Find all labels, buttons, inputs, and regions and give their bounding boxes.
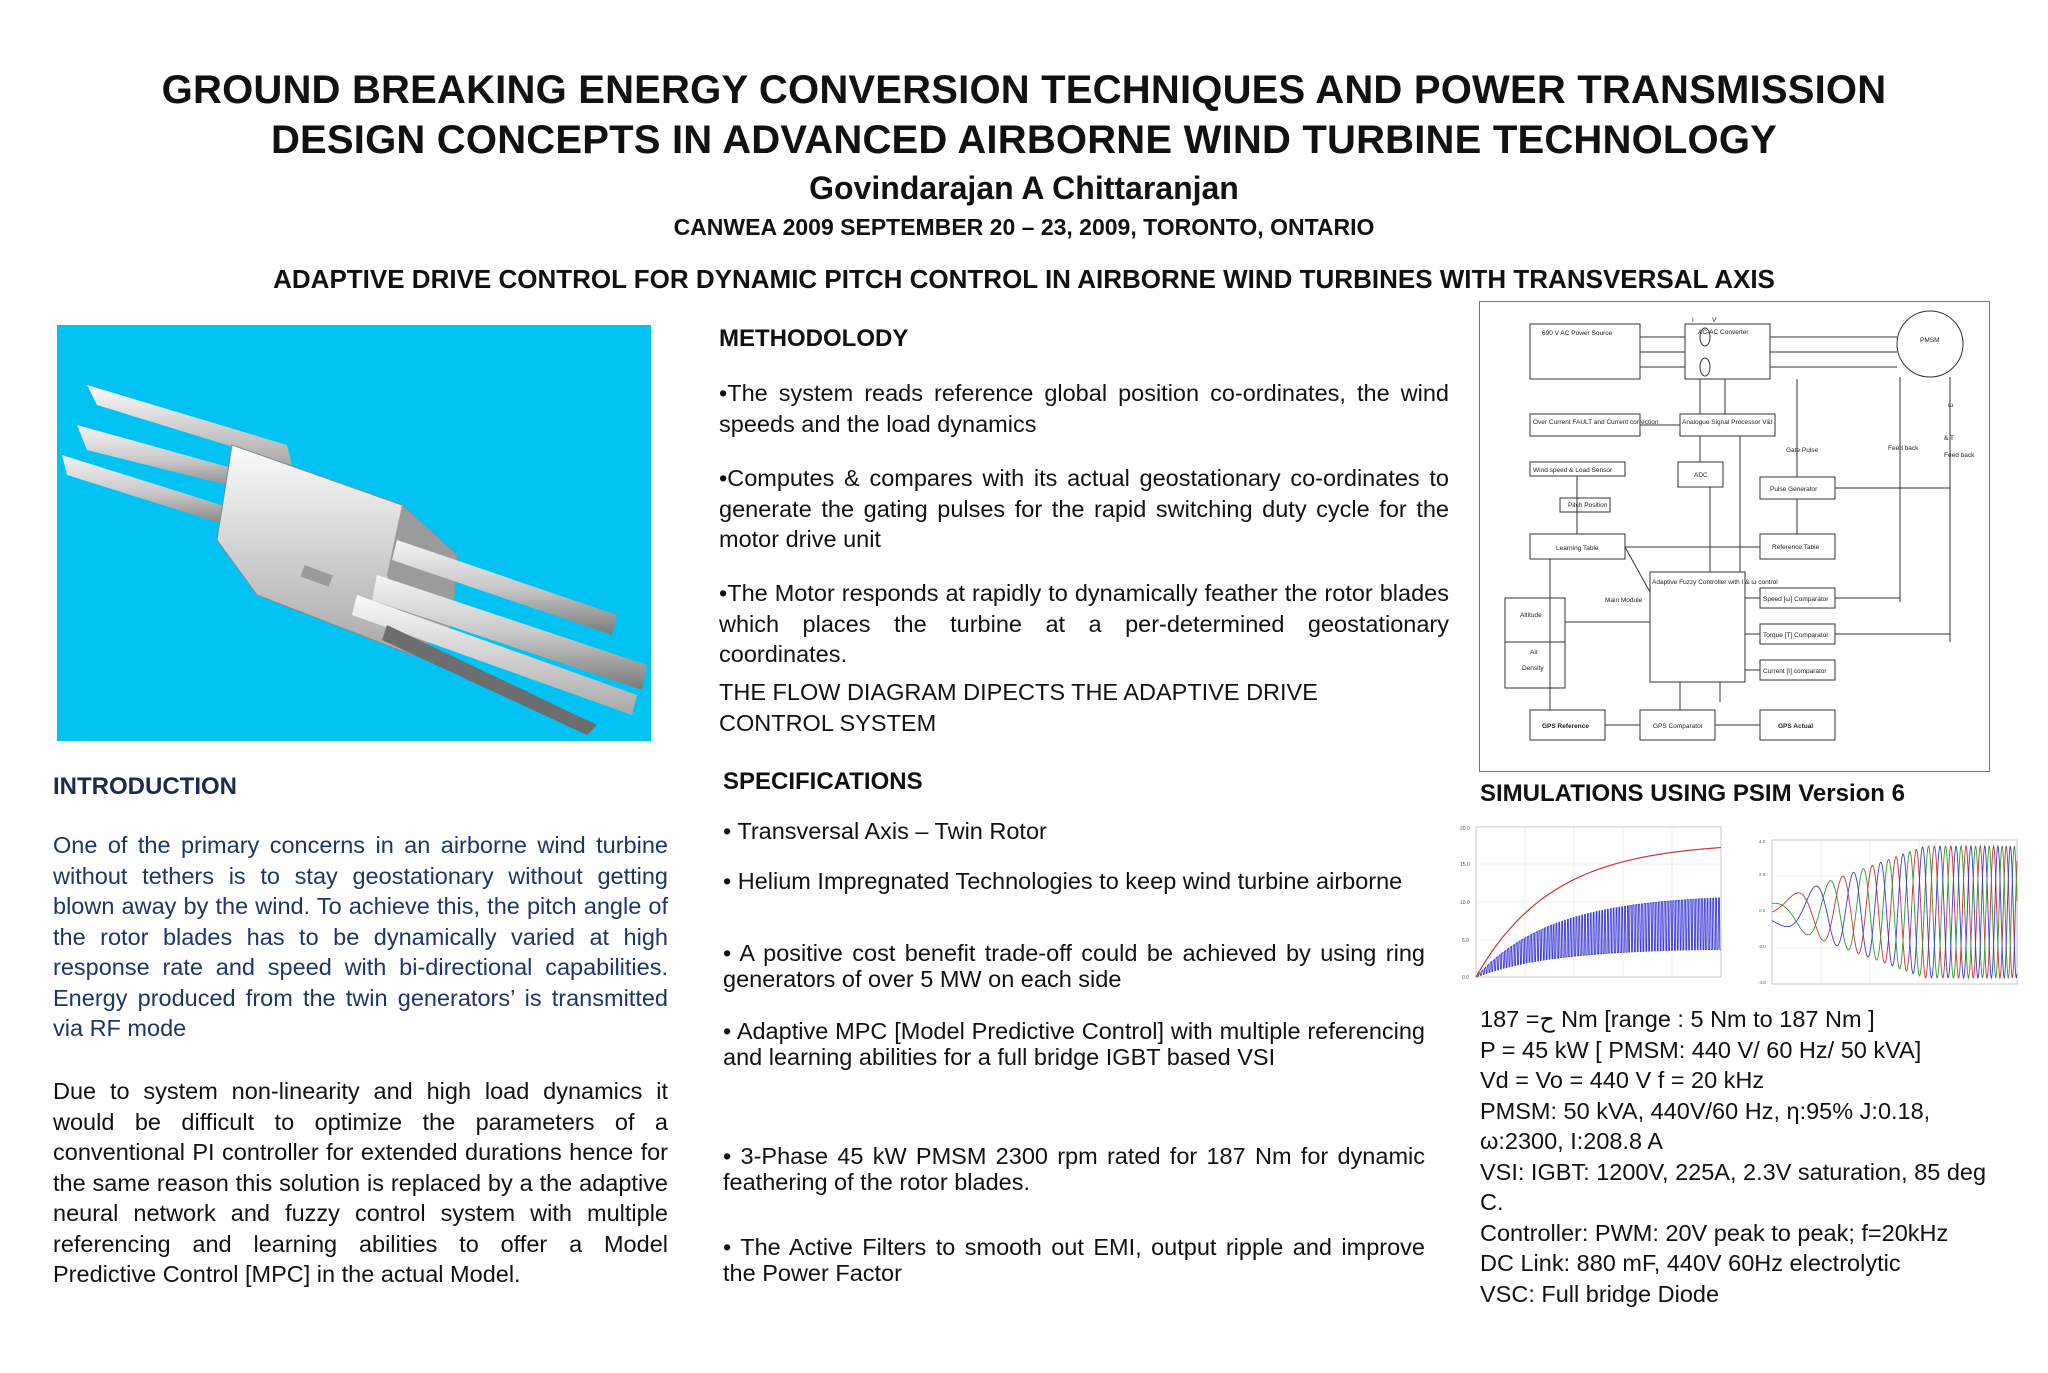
result-line: VSC: Full bridge Diode bbox=[1480, 1280, 1720, 1307]
diagram-label: Pitch Position bbox=[1568, 502, 1608, 509]
methodology-paragraph-3: •The Motor responds at rapidly to dynamically feather the rotor blades which places the turbine at a per-determined geostationary coordinates. bbox=[719, 580, 1449, 667]
simulation-plot-1-svg bbox=[1458, 822, 1728, 992]
poster-title-line-2: DESIGN CONCEPTS IN ADVANCED AIRBORNE WIND TURBINE TECHNOLOGY bbox=[270, 118, 1778, 162]
diagram-label: I bbox=[1692, 317, 1694, 324]
diagram-label: 690 V AC Power Source bbox=[1542, 330, 1613, 337]
sim1-ytick: 20.0 bbox=[1460, 826, 1470, 832]
sim1-ytick: 5.0 bbox=[1462, 938, 1469, 944]
diagram-label: GPS Reference bbox=[1542, 723, 1589, 730]
diagram-label: PMSM bbox=[1920, 337, 1940, 344]
diagram-label: Pulse Generator bbox=[1770, 486, 1818, 493]
diagram-label: Feed back bbox=[1944, 452, 1975, 459]
poster-title-line-1: GROUND BREAKING ENERGY CONVERSION TECHNIQUES AND POWER TRANSMISSION bbox=[161, 68, 1887, 112]
diagram-label: & T bbox=[1944, 435, 1954, 442]
diagram-label: V bbox=[1712, 317, 1717, 324]
diagram-label: Current [I] comparator bbox=[1763, 668, 1827, 675]
introduction-paragraph-1: One of the primary concerns in an airborne wind turbine without tethers is to stay geostationary without getting blown away by the wind. To achieve this, the pitch angle of the rotor blades has to be dynamically varied at high response rate and speed with bi-directional capabilities. Energy produced from the twin generators’ is transmitted via RF mode bbox=[53, 832, 668, 1041]
simulations-heading: SIMULATIONS USING PSIM Version 6 bbox=[1480, 780, 1905, 807]
methodology-flow-caption: THE FLOW DIAGRAM DIPECTS THE ADAPTIVE DRIVE CONTROL SYSTEM bbox=[719, 679, 1318, 736]
result-line: Vd = Vo = 440 V f = 20 kHz bbox=[1480, 1067, 1765, 1093]
diagram-label: Adaptive Fuzzy Controller with I & ω control bbox=[1652, 579, 1778, 586]
diagram-label: GPS Comparator bbox=[1653, 723, 1703, 730]
flow-diagram bbox=[1479, 301, 1990, 772]
methodology-heading: METHODOLODY bbox=[719, 325, 909, 352]
diagram-label: GPS Actual bbox=[1778, 723, 1814, 730]
sim2-ytick: 2.0 bbox=[1759, 872, 1766, 877]
flow-diagram-svg bbox=[1480, 302, 1989, 771]
sim1-ytick: 10.0 bbox=[1460, 900, 1470, 906]
turbine-render-image bbox=[57, 325, 651, 741]
spec-item: • 3-Phase 45 kW PMSM 2300 rpm rated for 187 Nm for dynamic feathering of the rotor blades. bbox=[723, 1143, 1425, 1195]
simulation-plot-currents bbox=[1758, 836, 2020, 994]
diagram-label: Air bbox=[1530, 649, 1538, 656]
diagram-label: Gate Pulse bbox=[1786, 447, 1819, 454]
diagram-label: Speed [ω] Comparator bbox=[1763, 596, 1829, 603]
result-line: P = 45 kW [ PMSM: 440 V/ 60 Hz/ 50 kVA] bbox=[1480, 1036, 1922, 1063]
introduction-heading: INTRODUCTION bbox=[53, 773, 237, 800]
spec-item: • The Active Filters to smooth out EMI, output ripple and improve the Power Factor bbox=[723, 1234, 1425, 1286]
diagram-label: Altitude bbox=[1520, 612, 1542, 619]
simulation-results bbox=[1480, 1004, 2000, 1309]
diagram-label: Reference Table bbox=[1772, 544, 1820, 551]
spec-item: • Helium Impregnated Technologies to keep wind turbine airborne bbox=[723, 868, 1403, 894]
diagram-label: ADC bbox=[1694, 472, 1708, 479]
diagram-label: Wind speed & Load Sensor bbox=[1533, 467, 1613, 474]
diagram-label: AC-AC Converter bbox=[1698, 329, 1749, 336]
methodology-paragraph-1: •The system reads reference global position co-ordinates, the wind speeds and the load dynamics bbox=[719, 380, 1449, 437]
spec-item: • A positive cost benefit trade-off could be achieved by using ring generators of over 5 MW on each side bbox=[723, 940, 1425, 992]
diagram-label: Torque [T] Comparator bbox=[1763, 632, 1829, 639]
simulation-plot-2-svg bbox=[1758, 836, 2020, 994]
sim2-ytick: -4.0 bbox=[1758, 980, 1766, 985]
diagram-label: Main Module bbox=[1605, 597, 1643, 604]
specifications-heading: SPECIFICATIONS bbox=[723, 768, 923, 795]
diagram-label: Over Current FAULT and Current correction bbox=[1533, 419, 1659, 426]
result-line: ح= 187 Nm [range : 5 Nm to 187 Nm ] bbox=[1480, 1006, 1875, 1032]
sim1-ytick: 15.0 bbox=[1460, 862, 1470, 868]
methodology-paragraph-2: •Computes & compares with its actual geostationary co-ordinates to generate the gating pulses for the rapid switching duty cycle for the motor drive unit bbox=[719, 465, 1449, 552]
introduction-paragraph-2: Due to system non-linearity and high load dynamics it would be difficult to optimize the parameters of a conventional PI controller for extended durations hence for the same reason this solution is replaced by a the adaptive neural network and fuzzy control system with multiple referencing and learning abilities to offer a Model Predictive Control [MPC] in the actual Model. bbox=[53, 1078, 668, 1287]
result-line: PMSM: 50 kVA, 440V/60 Hz, η:95% J:0.18, ω:2300, I:208.8 A bbox=[1480, 1097, 1931, 1154]
conference-line: CANWEA 2009 SEPTEMBER 20 – 23, 2009, TORONTO, ONTARIO bbox=[673, 214, 1375, 240]
sim1-ytick: 0.0 bbox=[1462, 975, 1469, 981]
diagram-label: Analogue Signal Processor V&I bbox=[1682, 419, 1773, 426]
diagram-label: Learning Table bbox=[1556, 545, 1599, 552]
diagram-label: Density bbox=[1522, 665, 1544, 672]
sim2-ytick: -2.0 bbox=[1758, 944, 1766, 949]
sim2-ytick: 4.0 bbox=[1759, 839, 1766, 844]
turbine-render-illustration bbox=[57, 325, 651, 741]
simulation-plot-torque bbox=[1458, 822, 1728, 992]
spec-item: • Transversal Axis – Twin Rotor bbox=[723, 818, 1047, 844]
result-line: VSI: IGBT: 1200V, 225A, 2.3V saturation, 85 deg C. bbox=[1480, 1158, 1987, 1215]
spec-item: • Adaptive MPC [Model Predictive Control] with multiple referencing and learning abilities for a full bridge IGBT based VSI bbox=[723, 1018, 1425, 1070]
diagram-label: ω bbox=[1948, 402, 1954, 409]
result-line: Controller: PWM: 20V peak to peak; f=20kHz bbox=[1480, 1219, 1949, 1246]
author-name: Govindarajan A Chittaranjan bbox=[809, 170, 1239, 206]
poster-subtitle: ADAPTIVE DRIVE CONTROL FOR DYNAMIC PITCH CONTROL IN AIRBORNE WIND TURBINES WITH TRANSVERSAL AXIS bbox=[273, 264, 1775, 294]
result-line: DC Link: 880 mF, 440V 60Hz electrolytic bbox=[1480, 1250, 1901, 1276]
diagram-label: Feed back bbox=[1888, 445, 1919, 452]
sim2-ytick: 0.0 bbox=[1759, 908, 1766, 913]
